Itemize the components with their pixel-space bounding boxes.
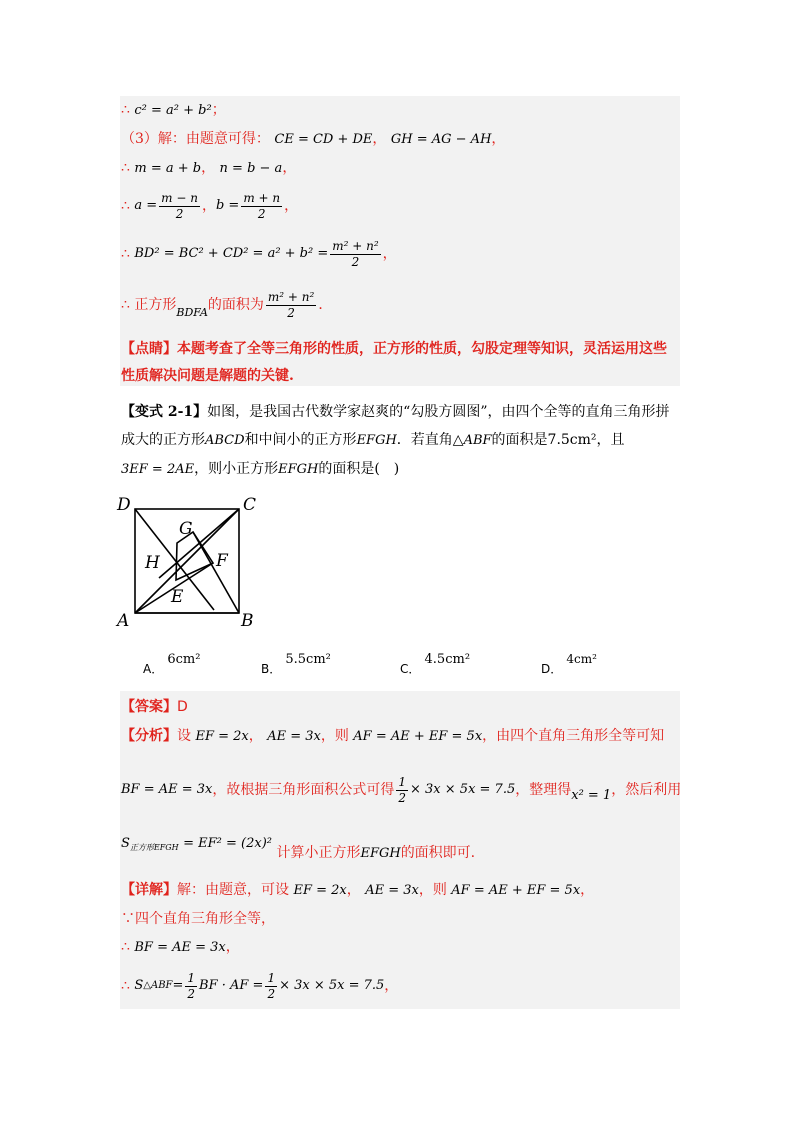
detail-line1: 【详解】解：由题意，可设 EF = 2x， AE = 3x，则 AF = AE + EF = 5x， [121, 882, 595, 898]
analysis-line1: 【分析】设 EF = 2x， AE = 3x，则 AF = AE + EF = 5x，由四个直角三角形全等可知 [121, 728, 665, 744]
fraction-area: $\frac{\text{m² + n²}}{2}$ [267, 289, 315, 320]
question-line2: 成大的正方形ABCD和中间小的正方形EFGH．若直角△ABF的面积是7.5cm²，且 [121, 432, 625, 448]
detail-line4: ∴ S △ABF = $\frac{1}{2}$ BF · AF = $\frac{1}{2}$ × 3x × 5x = 7.5 ， [121, 970, 399, 1001]
fraction-b: $\frac{m + n}{2}$ [243, 190, 281, 221]
line-m-n: ∴ m = a + b， n = b − a， [121, 160, 297, 176]
zhao-shuang-figure [115, 492, 265, 632]
point-tag-line: 【点睛】本题考查了全等三角形的性质，正方形的性质，勾股定理等知识，灵活运用这些 [121, 341, 667, 357]
label-F: F [216, 551, 228, 571]
point-tag-line2: 性质解决问题是解题的关键. [121, 368, 294, 384]
fraction-a: $\frac{m - n}{2}$ [161, 190, 198, 221]
question-line3: 3EF = 2AE，则小正方形EFGH的面积是( ) [121, 461, 400, 477]
option-c[interactable]: C． 4.5cm² [400, 652, 471, 676]
line-pythag: ∴ c² = a² + b²； [121, 102, 226, 118]
label-A: A [117, 611, 130, 631]
label-D: D [117, 495, 131, 515]
label-C: C [243, 495, 257, 515]
line-bd-squared: ∴ BD² = BC² + CD² = a² + b² = $\frac{\text{m² + n²}}{2}$ ， [121, 238, 397, 269]
line-a-b: ∴ a = $\frac{m - n}{2}$ ， b = $\frac{m + n}{2}$ ， [121, 190, 299, 221]
label-E: E [171, 587, 184, 607]
line-part3: （3）解：由题意可得： CE = CD + DE， GH = AG − AH， [121, 131, 506, 147]
analysis-line3: $S_{正方形EFGH} = EF^2 = (2x)^2$ 计算小正方形EFGH的面积即可. [121, 836, 476, 861]
option-b[interactable]: B． 5.5cm² [261, 652, 331, 676]
question-line1: 【变式 2-1】如图，是我国古代数学家赵爽的“勾股方圆图”，由四个全等的直角三角形拼 [121, 404, 670, 420]
line-square-area: ∴ 正方形 BDFA 的面积为 $\frac{\text{m² + n²}}{2}$ ． [121, 289, 333, 320]
analysis-line2: BF = AE = 3x ，故根据三角形面积公式可得 $\frac{1}{2}$ × 3x × 5x = 7.5 ，整理得 x² = 1 ，然后利用 [121, 774, 682, 805]
label-H: H [145, 553, 160, 573]
detail-line2: ∵四个直角三角形全等， [121, 911, 275, 927]
option-a[interactable]: A． 6cm² [143, 652, 201, 676]
label-B: B [241, 611, 254, 631]
option-d[interactable]: D． 4cm² [541, 652, 597, 676]
answer-line: 【答案】D [121, 699, 188, 715]
fraction-bd: $\frac{\text{m² + n²}}{2}$ [332, 238, 379, 269]
detail-line3: ∴ BF = AE = 3x， [121, 939, 240, 955]
label-G: G [179, 519, 193, 539]
